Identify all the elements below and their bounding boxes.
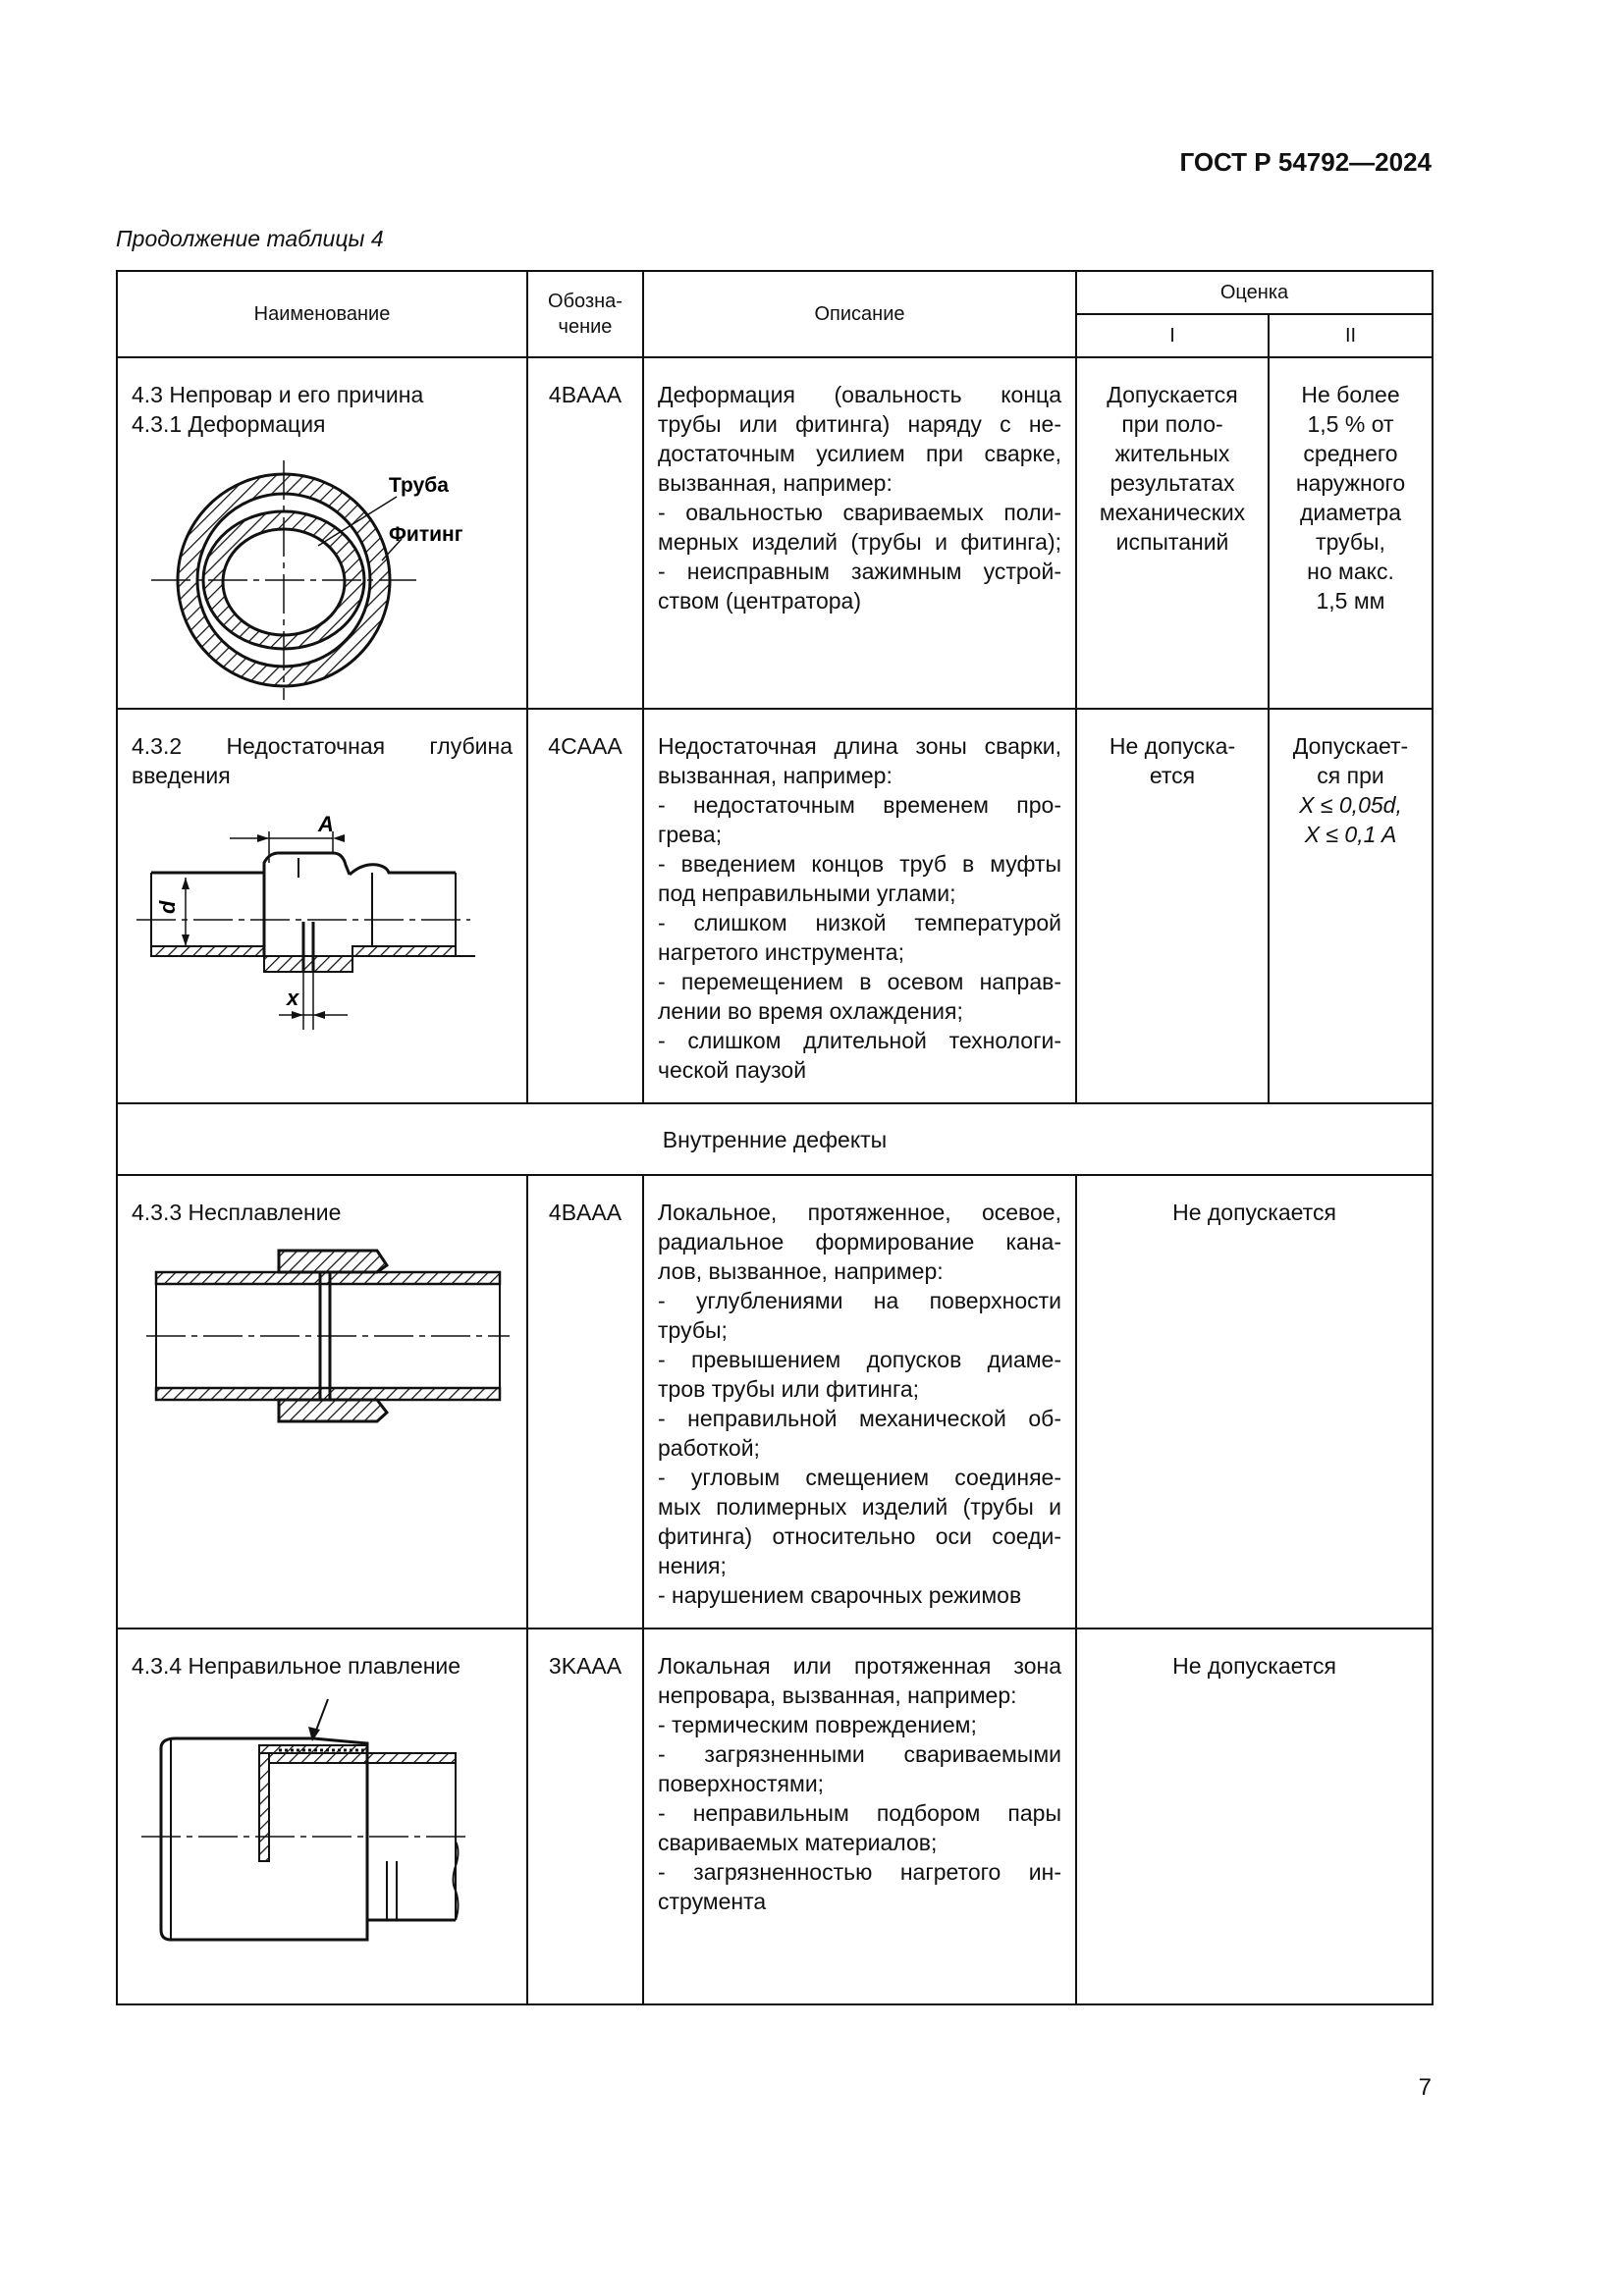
- desc-line: Локальное, протяженное, осевое,: [658, 1200, 1061, 1225]
- eval-line: ся при: [1317, 763, 1384, 788]
- desc-line: работкой;: [658, 1435, 760, 1461]
- desc-line: - загрязненностью нагретого ин-: [658, 1859, 1061, 1885]
- row-name-cell: [117, 1629, 527, 2004]
- deformation-drawing: [132, 453, 514, 708]
- row-name-cell: [117, 357, 527, 709]
- row-name-cell: [117, 1175, 527, 1629]
- desc-line: - термическим повреждением;: [658, 1712, 977, 1737]
- eval-line: диаметра: [1299, 500, 1402, 525]
- desc-line: - нарушением сварочных режимов: [658, 1582, 1022, 1608]
- row-eval-2: [1269, 709, 1433, 1103]
- eval-line: ется: [1149, 763, 1196, 788]
- row-name-cell: [117, 709, 527, 1103]
- eval-line: но макс.: [1307, 559, 1394, 584]
- desc-line: лов, вызванное, например:: [658, 1258, 944, 1284]
- label-pipe: Труба: [389, 474, 449, 497]
- desc-line: достаточным усилием при сварке,: [658, 441, 1061, 466]
- desc-line: ством (центратора): [658, 588, 861, 614]
- desc-line: Локальная или протяженная зона: [658, 1653, 1061, 1679]
- desc-line: вызванная, например:: [658, 470, 893, 496]
- row-eval-2: [1269, 357, 1433, 709]
- eval-line: среднего: [1303, 441, 1398, 466]
- eval-line: Допускает-: [1292, 733, 1409, 759]
- table-row-insufficient-depth: [117, 709, 1433, 1103]
- desc-line: - овальностью свариваемых поли-: [658, 500, 1061, 525]
- incorrect-fusion-drawing: [132, 1694, 514, 1949]
- row-title-line1: 4.3.2 Недостаточная глубина: [132, 733, 513, 759]
- desc-line: мерных изделий (трубы и фитинга);: [658, 529, 1061, 555]
- eval-line: наружного: [1295, 470, 1406, 496]
- eval-line: Допускается: [1107, 382, 1238, 407]
- row-desc: [643, 357, 1076, 709]
- col-header-eval: Оценка: [1076, 271, 1433, 314]
- row-eval: Не допускается: [1076, 1175, 1433, 1629]
- eval-line: Не более: [1301, 382, 1400, 407]
- header-row-1: [117, 271, 1433, 314]
- desc-line: нения;: [658, 1553, 727, 1578]
- eval-line: жительных: [1114, 441, 1230, 466]
- insufficient-depth-drawing: [132, 804, 514, 1040]
- row-eval-1: [1076, 709, 1269, 1103]
- desc-line: ческой паузой: [658, 1057, 807, 1083]
- row-eval: Не допускается: [1076, 1629, 1433, 2004]
- desc-line: тров трубы или фитинга;: [658, 1376, 920, 1402]
- desc-line: Деформация (овальность конца: [658, 382, 1061, 407]
- desc-line: - слишком низкой температурой: [658, 910, 1061, 935]
- desc-line: лении во время охлаждения;: [658, 998, 963, 1024]
- dim-x-label: x: [287, 986, 299, 1010]
- section-internal-defects: Внутренние дефекты: [117, 1103, 1433, 1175]
- dim-d-label: d: [155, 900, 180, 914]
- eval-line: результатах: [1110, 470, 1235, 496]
- eval-line: испытаний: [1115, 529, 1229, 555]
- desc-line: - неправильным подбором пары: [658, 1800, 1061, 1826]
- eval-line: 1,5 мм: [1316, 588, 1385, 614]
- row-title-line2: введения: [132, 763, 231, 788]
- row-code: 4BAAA: [527, 1175, 643, 1629]
- col-header-code-line1: Обозна-: [548, 291, 623, 312]
- table-row-lack-of-fusion: [117, 1175, 1433, 1629]
- lack-of-fusion-drawing: [132, 1241, 514, 1437]
- desc-line: струмента: [658, 1889, 767, 1914]
- desc-line: - неисправным зажимным устрой-: [658, 559, 1061, 584]
- eval-line: X ≤ 0,1 A: [1304, 822, 1397, 847]
- desc-line: мых полимерных изделий (трубы и: [658, 1494, 1061, 1520]
- col-header-desc: Описание: [643, 271, 1076, 357]
- row-desc: [643, 1175, 1076, 1629]
- desc-line: фитинга) относительно оси соеди-: [658, 1523, 1061, 1549]
- desc-line: грева;: [658, 822, 723, 847]
- desc-line: - загрязненными свариваемыми: [658, 1741, 1061, 1767]
- row-code: 4BAAA: [527, 357, 643, 709]
- desc-line: - превышением допусков диаме-: [658, 1347, 1061, 1372]
- eval-line: 1,5 % от: [1307, 411, 1394, 437]
- col-header-code-line2: чение: [558, 316, 613, 338]
- desc-line: радиальное формирование кана-: [658, 1229, 1061, 1255]
- table-caption: Продолжение таблицы 4: [116, 226, 384, 251]
- desc-line: под неправильными углами;: [658, 881, 956, 906]
- row-title-line2: 4.3.1 Деформация: [132, 411, 326, 437]
- table-row-section: [117, 1103, 1433, 1175]
- eval-line: Не допуска-: [1109, 733, 1236, 759]
- col-header-eval-1: I: [1076, 314, 1269, 357]
- desc-line: поверхностями;: [658, 1771, 825, 1796]
- standard-number: ГОСТ Р 54792—2024: [1179, 147, 1432, 177]
- table-row-incorrect-fusion: [117, 1629, 1433, 2004]
- eval-line: при поло-: [1121, 411, 1223, 437]
- eval-line: трубы,: [1316, 529, 1385, 555]
- desc-line: трубы или фитинга) наряду с не-: [658, 411, 1061, 437]
- desc-line: - углублениями на поверхности: [658, 1288, 1061, 1313]
- row-code: 4CAAA: [527, 709, 643, 1103]
- desc-line: нагретого инструмента;: [658, 939, 904, 965]
- col-header-name: Наименование: [117, 271, 527, 357]
- label-fitting: Фитинг: [389, 523, 463, 546]
- desc-line: - перемещением в осевом направ-: [658, 969, 1061, 994]
- defects-table: [116, 270, 1434, 2005]
- col-header-code: [527, 271, 643, 357]
- eval-line: механических: [1099, 500, 1246, 525]
- desc-line: - введением концов труб в муфты: [658, 851, 1061, 877]
- desc-line: непровара, вызванная, например:: [658, 1682, 1017, 1708]
- desc-line: Недостаточная длина зоны сварки,: [658, 733, 1061, 759]
- row-desc: [643, 709, 1076, 1103]
- page-number: 7: [1418, 2074, 1432, 2101]
- eval-line: X ≤ 0,05d,: [1299, 792, 1402, 818]
- desc-line: - недостаточным временем про-: [658, 792, 1061, 818]
- row-eval-1: [1076, 357, 1269, 709]
- dim-A-label: A: [318, 812, 334, 836]
- desc-line: свариваемых материалов;: [658, 1830, 938, 1855]
- desc-line: - неправильной механической об-: [658, 1406, 1061, 1431]
- row-code: 3KAAA: [527, 1629, 643, 2004]
- table-row-deformation: [117, 357, 1433, 709]
- desc-line: - угловым смещением соединяе-: [658, 1465, 1061, 1490]
- desc-line: - слишком длительной технологи-: [658, 1028, 1061, 1053]
- desc-line: трубы;: [658, 1317, 728, 1343]
- row-title-line1: 4.3 Непровар и его причина: [132, 382, 424, 407]
- row-title: 4.3.4 Неправильное плавление: [132, 1653, 461, 1679]
- desc-line: вызванная, например:: [658, 763, 893, 788]
- row-desc: [643, 1629, 1076, 2004]
- row-title: 4.3.3 Несплавление: [132, 1200, 342, 1225]
- col-header-eval-2: II: [1269, 314, 1433, 357]
